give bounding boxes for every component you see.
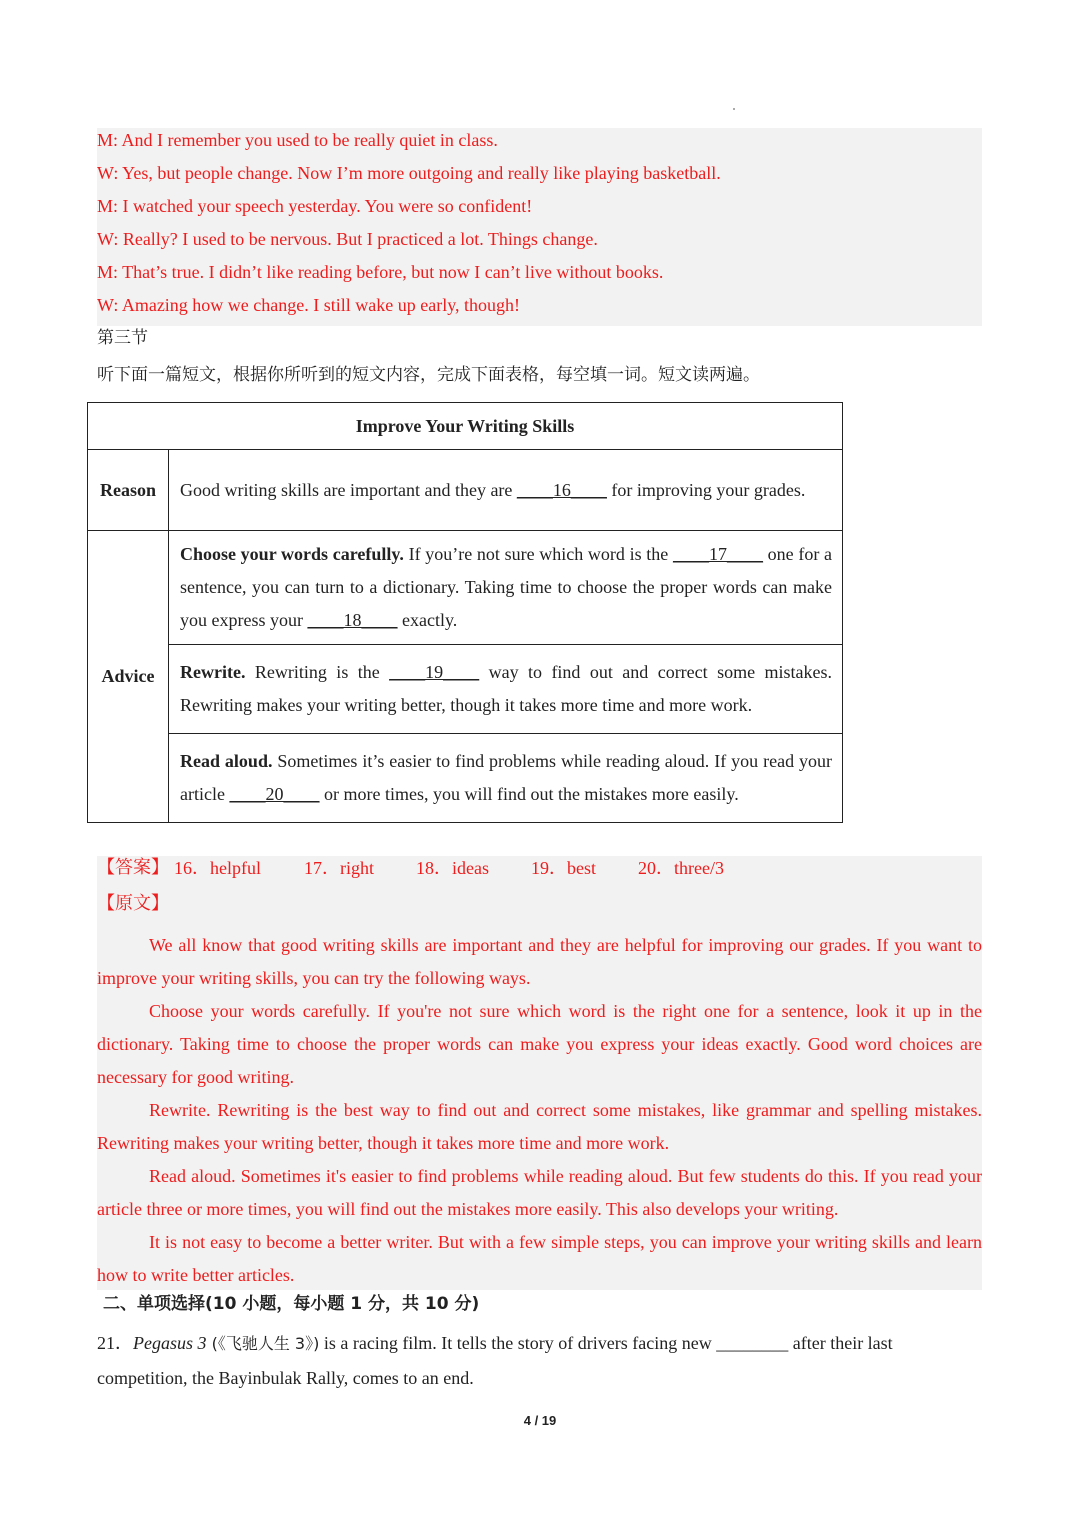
dialog-line: W: Amazing how we change. I still wake up early, though!	[97, 295, 521, 315]
question-21	[97, 1326, 982, 1396]
film-cn-title: (《飞驰人生 3》)	[206, 1334, 320, 1353]
table-title: Improve Your Writing Skills	[88, 403, 843, 450]
advice-text: or more times, you will find out the mistakes more easily.	[319, 784, 739, 804]
film-title: Pegasus 3	[133, 1333, 207, 1353]
advice-cell-2	[169, 645, 843, 734]
passage-paragraph: Rewrite. Rewriting is the best way to find out and correct some mistakes, like grammar and spelling mistakes. Rewriting makes your writing better, though it takes more time and more work.	[97, 1100, 982, 1153]
question-number: 21．	[97, 1333, 133, 1353]
part2-heading: 二、单项选择(10 小题，每小题 1 分，共 10 分)	[103, 1294, 480, 1314]
section-title: 第三节	[97, 328, 148, 348]
answer-block	[97, 856, 982, 1290]
passage-paragraph: We all know that good writing skills are important and they are helpful for improving our grades. If you want to improve your writing skills, you can try the following ways.	[97, 935, 982, 988]
advice-heading: Choose your words carefully.	[180, 544, 404, 564]
dialog-transcript	[97, 128, 982, 326]
question-text: is a racing film. It tells the story of drivers facing new ________ after their last competition, the Bayinbulak Rally, comes to an end.	[97, 1333, 893, 1388]
passage-paragraph: Choose your words carefully. If you're not sure which word is the right one for a sentence, look it up in the dictionary. Taking time to choose the proper words can make you express your ideas exactly. Good word choices are necessary for good writing.	[97, 1001, 982, 1087]
source-label: 【原文】	[97, 893, 169, 914]
advice-text: If you’re not sure which word is the	[403, 544, 673, 564]
answer-item: 19．best	[531, 858, 596, 878]
advice-text: Rewriting is the	[245, 662, 390, 682]
advice-text: exactly.	[397, 610, 458, 630]
page-number: 4 / 19	[523, 1413, 557, 1428]
advice-heading: Rewrite.	[180, 662, 246, 682]
answer-item: 18．ideas	[416, 858, 489, 878]
advice-cell-1	[169, 531, 843, 645]
dialog-line: M: That’s true. I didn’t like reading before, but now I can’t live without books.	[97, 262, 664, 282]
answer-item: 20．three/3	[638, 858, 724, 878]
passage-paragraph: It is not easy to become a better writer. But with a few simple steps, you can improve your writing skills and learn how to write better articles.	[97, 1232, 982, 1285]
dialog-line: W: Yes, but people change. Now I’m more outgoing and really like playing basketball.	[97, 163, 721, 183]
advice-text: one for a sentence, you can turn to a dictionary. Taking time to choose the proper words can make you express your	[180, 544, 833, 630]
section-instruction: 听下面一篇短文，根据你所听到的短文内容，完成下面表格，每空填一词。短文读两遍。	[97, 365, 760, 385]
stray-dot	[733, 108, 735, 110]
blank-17: ____17____	[672, 544, 763, 564]
answer-item: 17．right	[304, 858, 374, 878]
answer-label: 【答案】	[97, 857, 169, 878]
reason-label: Reason	[88, 450, 169, 531]
advice-heading: Read aloud.	[180, 751, 273, 771]
dialog-line: M: I watched your speech yesterday. You were so confident!	[97, 196, 533, 216]
blank-18: ____18____	[307, 610, 398, 630]
passage-paragraph: Read aloud. Sometimes it's easier to find problems while reading aloud. But few students do this. If you read your article three or more times, you will find out the mistakes more easily. This also develops your writing.	[97, 1166, 982, 1219]
reason-text: for improving your grades.	[606, 479, 806, 500]
reason-cell	[169, 450, 843, 531]
blank-16: ____16____	[516, 479, 607, 500]
advice-cell-3	[169, 734, 843, 823]
blank-19: ____19____	[389, 662, 480, 682]
source-passage	[97, 929, 982, 1292]
writing-skills-table	[87, 402, 843, 823]
advice-text: Sometimes it’s easier to find problems while reading aloud. If you read your article	[180, 751, 832, 804]
advice-label: Advice	[88, 531, 169, 823]
dialog-line: W: Really? I used to be nervous. But I practiced a lot. Things change.	[97, 229, 598, 249]
blank-20: ____20____	[229, 784, 320, 804]
advice-text: way to find out and correct some mistakes. Rewriting makes your writing better, though it takes more time and more work.	[180, 662, 832, 715]
reason-text: Good writing skills are important and they are	[180, 479, 517, 500]
answer-item: 16．helpful	[174, 858, 261, 878]
dialog-line: M: And I remember you used to be really quiet in class.	[97, 130, 498, 150]
